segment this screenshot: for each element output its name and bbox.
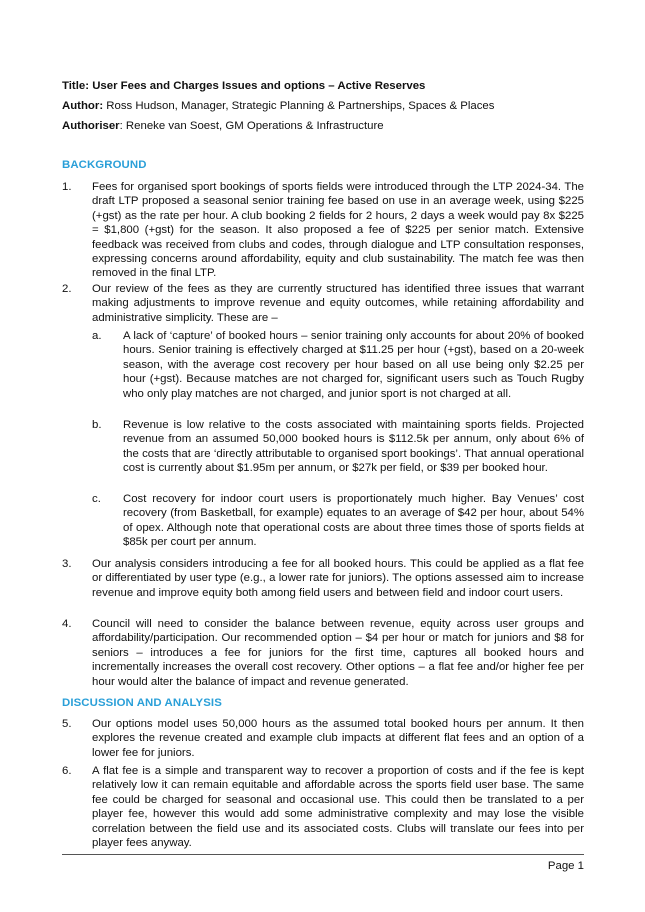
paragraph-text: A flat fee is a simple and transparent way to recover a proportion of costs and if the fee is kept relatively low it can remain equitable and affordable across the sports field user base. The same fee could be charged for seasonal and occasional use. This could then be translated to a per player fee, however this would add some administrative complexity and may lose the visible correlation between the field use and its associated costs. Clubs will translate our fees into per player fees anyway. bbox=[92, 765, 584, 850]
paragraph-text: Our analysis considers introducing a fee for all booked hours. This could be applied as a flat fee or differentiated by user type (e.g., a lower rate for juniors). The options assessed aim to increase revenue and improve equity both among field users and between field and indoor court users. bbox=[92, 558, 584, 599]
paragraph-5 bbox=[62, 717, 584, 760]
subitem-c bbox=[92, 492, 584, 550]
footer-divider bbox=[62, 854, 584, 855]
authoriser-value: : Reneke van Soest, GM Operations & Infrastructure bbox=[119, 120, 384, 132]
subitem-text: A lack of ‘capture’ of booked hours – senior training only accounts for about 20% of booked hours. Senior training is effectively charged at $11.25 per hour (+gst), based on a 20-week season, with the average cost recovery per hour based on all use being only $2.25 per hour (+gst). Because matches are not charged for, significant users such as Touch Rugby who only play matches are not charged, and junior sport is not charged at all. bbox=[123, 330, 584, 400]
document-title bbox=[62, 79, 425, 93]
title-label: Title: bbox=[62, 80, 90, 92]
page-number: Page 1 bbox=[547, 860, 584, 872]
paragraph-6 bbox=[62, 764, 584, 850]
section-heading-discussion: DISCUSSION AND ANALYSIS bbox=[62, 697, 222, 709]
subitem-letter: b. bbox=[92, 419, 102, 431]
paragraph-number: 3. bbox=[62, 558, 72, 570]
paragraph-3 bbox=[62, 557, 584, 600]
paragraph-number: 2. bbox=[62, 283, 72, 295]
paragraph-text: Our options model uses 50,000 hours as the assumed total booked hours per annum. It then explores the revenue created and example club impacts at different flat fees and an option of a lower fee for juniors. bbox=[92, 718, 584, 759]
section-heading-background: BACKGROUND bbox=[62, 159, 147, 171]
paragraph-text: Council will need to consider the balance between revenue, equity across user groups and affordability/participation. Our recommended option – $4 per hour or match for juniors and $8 for seniors – introduces a fee for juniors for the first time, captures all booked hours and incrementally increases the overall cost recovery. Other options – a flat fee and/or higher fee per hour would alter the balance of impact and revenue generated. bbox=[92, 618, 584, 688]
paragraph-text: Our review of the fees as they are currently structured has identified three issues that warrant making adjustments to improve revenue and equity outcomes, while retaining affordability and administrative simplicity. These are – bbox=[92, 283, 584, 324]
subitem-text: Revenue is low relative to the costs associated with maintaining sports fields. Projected revenue from an assumed 50,000 booked hours is $112.5k per annum, only about 6% of the costs that are ‘directly attributable to organised sport bookings’. That annual operational cost is currently about $1.95m per annum, or $27k per field, or $39 per booked hour. bbox=[123, 419, 584, 475]
subitem-a bbox=[92, 329, 584, 401]
subitem-text: Cost recovery for indoor court users is proportionately much higher. Bay Venues’ cost recovery (from Basketball, for example) equates to an average of $42 per hour, about 54% of opex. Although note that operational costs are about three times those of sports fields at $85k per court per annum. bbox=[123, 493, 584, 549]
author-value: Ross Hudson, Manager, Strategic Planning & Partnerships, Spaces & Places bbox=[106, 100, 495, 112]
paragraph-number: 6. bbox=[62, 765, 72, 777]
paragraph-number: 4. bbox=[62, 618, 72, 630]
title-value: User Fees and Charges Issues and options – Active Reserves bbox=[92, 80, 426, 92]
paragraph-number: 5. bbox=[62, 718, 72, 730]
paragraph-number: 1. bbox=[62, 181, 72, 193]
document-author bbox=[62, 99, 494, 113]
paragraph-4 bbox=[62, 617, 584, 689]
paragraph-text: Fees for organised sport bookings of sports fields were introduced through the LTP 2024-34. The draft LTP proposed a seasonal senior training fee based on use in an average week, using $225 (+gst) as the rate per hour. A club booking 2 fields for 2 hours, 2 days a week would pay 8x $225 = $1,800 (+gst) for the season. It also proposed a fee of $225 per senior match. Extensive feedback was received from clubs and codes, through dialogue and LTP consultation responses, expressing concerns around affordability, equity and club sustainability. The match fee was then removed in the final LTP. bbox=[92, 181, 584, 280]
subitem-letter: c. bbox=[92, 493, 101, 505]
document-authoriser bbox=[62, 119, 384, 133]
paragraph-1 bbox=[62, 180, 584, 281]
subitem-letter: a. bbox=[92, 330, 102, 342]
author-label: Author: bbox=[62, 100, 104, 112]
paragraph-2 bbox=[62, 282, 584, 325]
authoriser-label: Authoriser bbox=[62, 120, 120, 132]
subitem-b bbox=[92, 418, 584, 476]
